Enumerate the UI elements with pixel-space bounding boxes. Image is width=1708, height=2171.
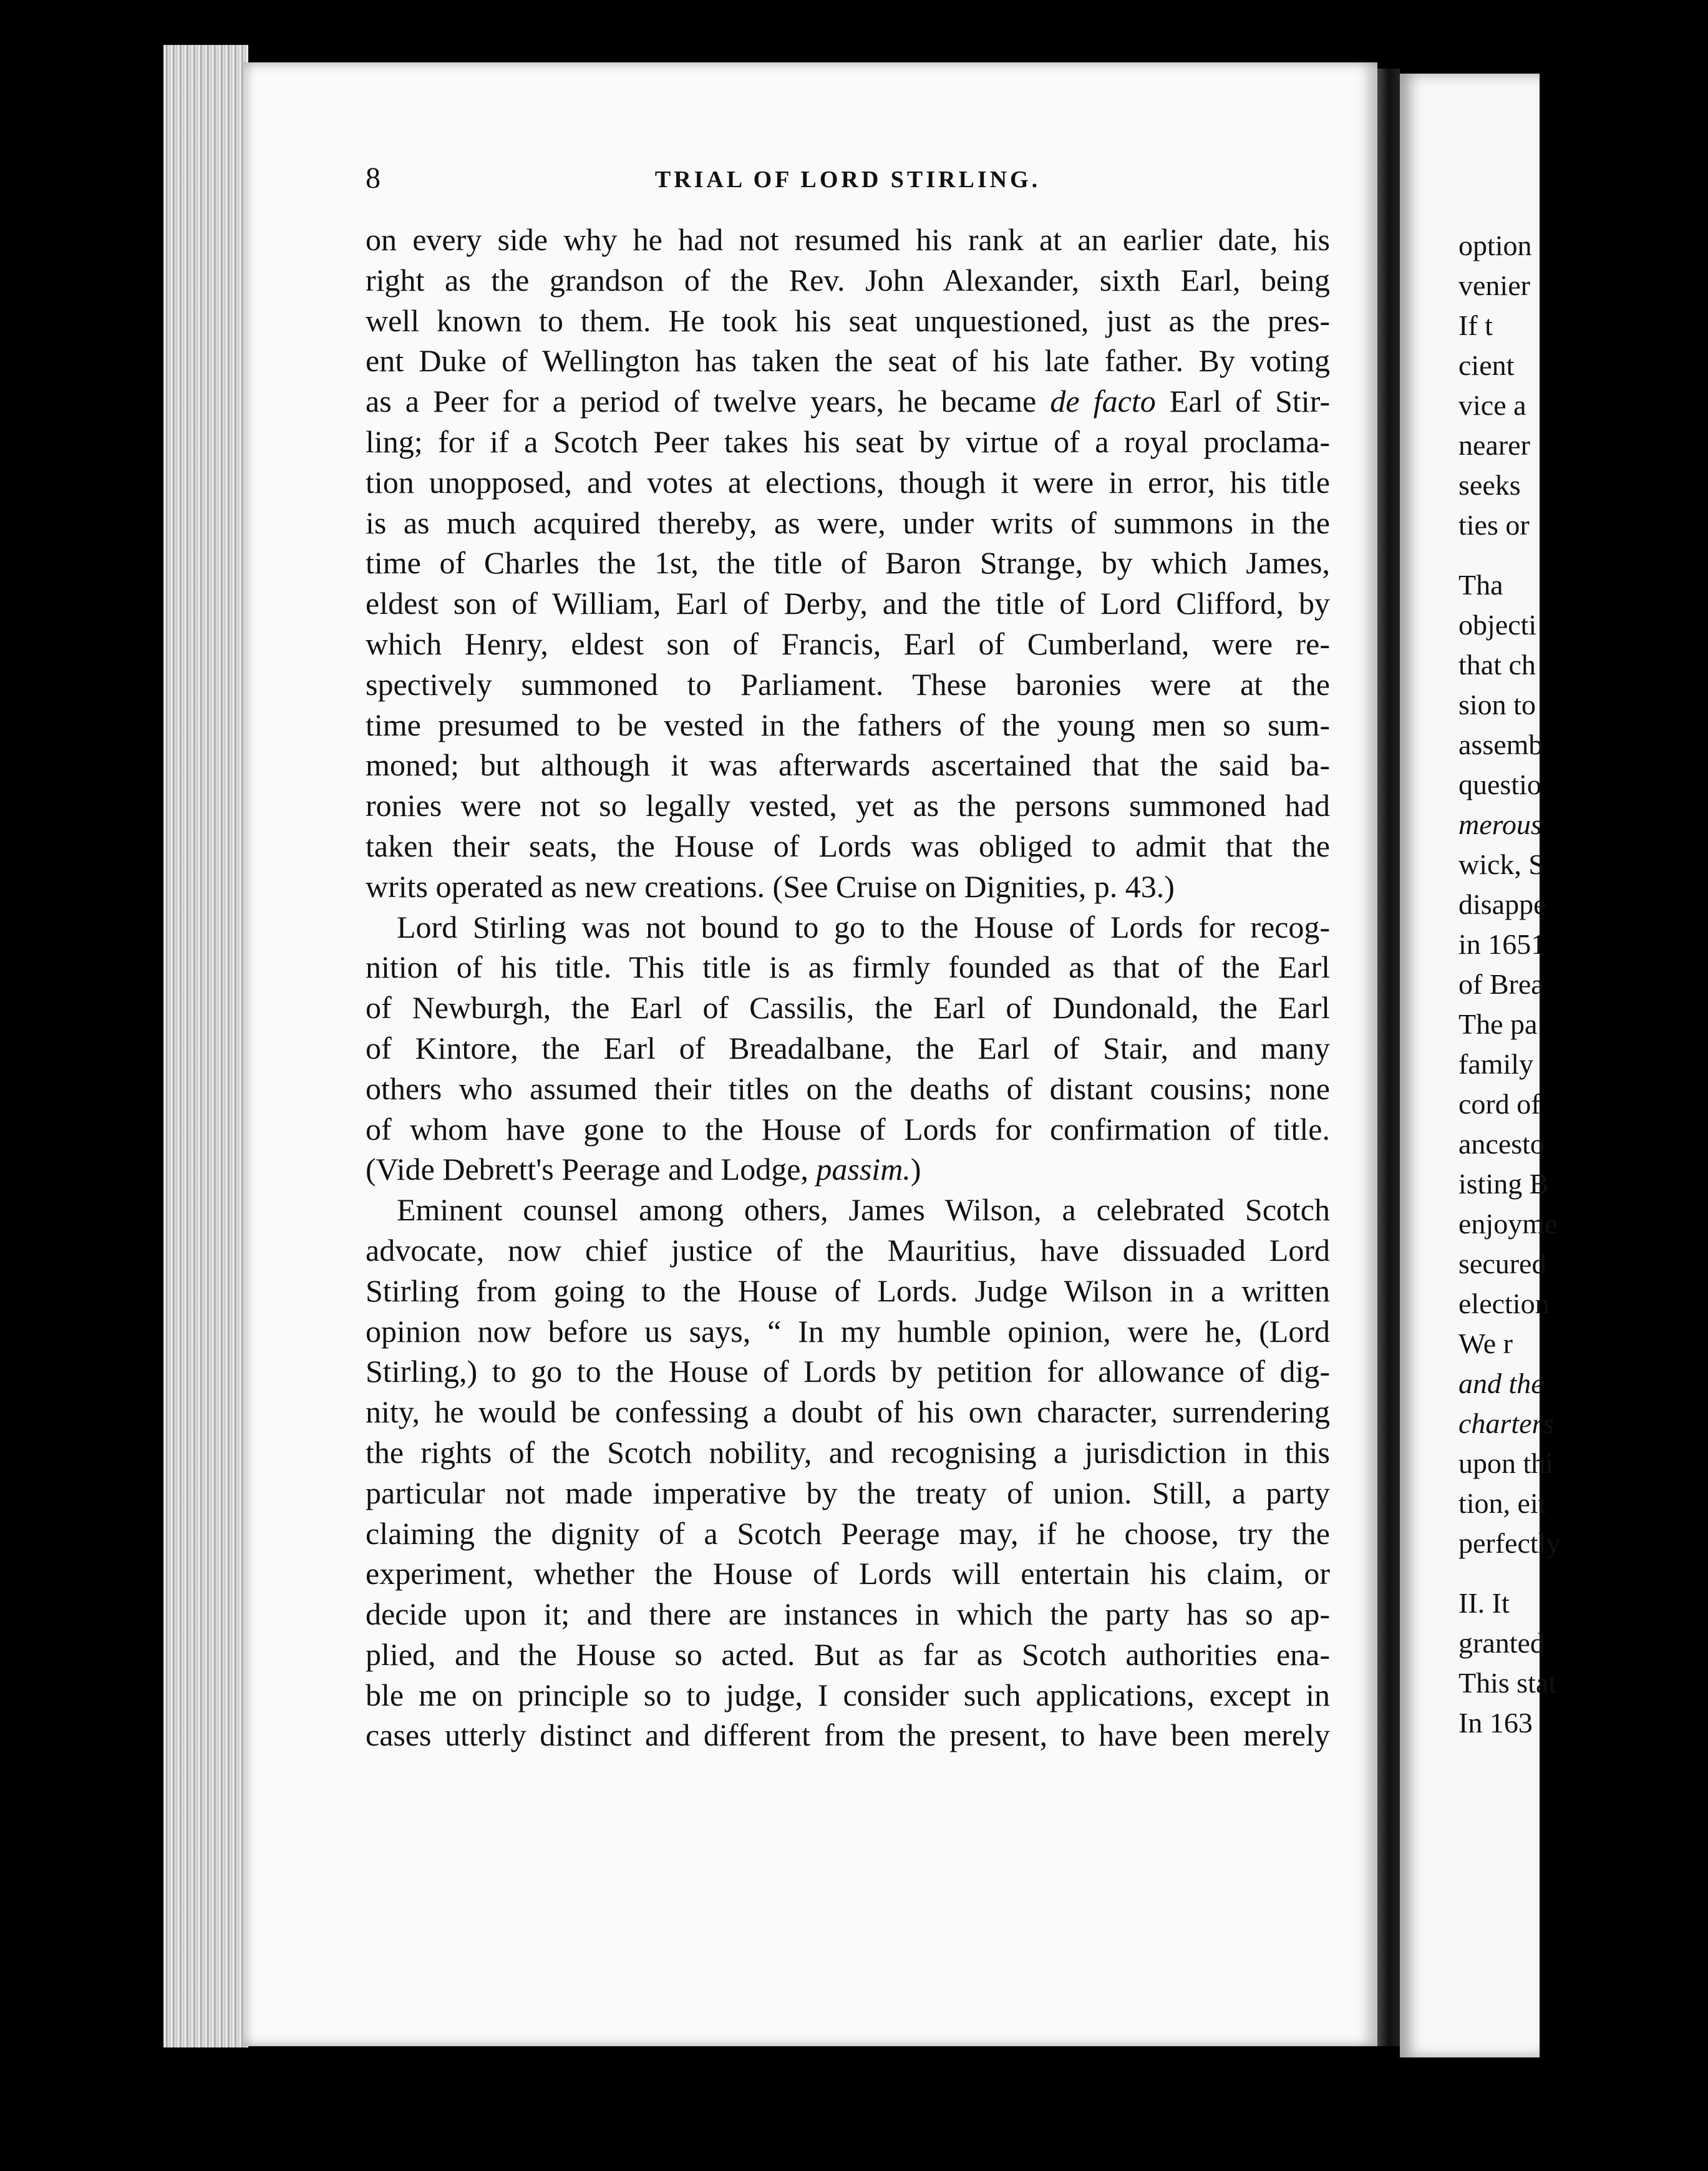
- fragment-line: This stat: [1458, 1667, 1557, 1699]
- text-line: (Vide Debrett's Peerage and Lodge, passim.): [366, 1152, 921, 1187]
- text-line: Stirling,) to go to the House of Lords by petition for allowance of dig-: [366, 1354, 1330, 1389]
- fragment-line: cient: [1458, 349, 1515, 381]
- fragment-line: family: [1458, 1048, 1534, 1080]
- fragment-line: questio: [1458, 769, 1541, 800]
- fragment-line: upon thi: [1458, 1447, 1554, 1479]
- text-line: Lord Stirling was not bound to go to the House of Lords for recog-: [397, 909, 1330, 945]
- text-line: right as the grandson of the Rev. John Alexander, sixth Earl, being: [366, 262, 1330, 298]
- fragment-line: election: [1458, 1288, 1550, 1319]
- text-line: Eminent counsel among others, James Wilson, a celebrated Scotch: [397, 1192, 1330, 1228]
- fragment-line: merous: [1458, 809, 1542, 840]
- fragment-line: and the: [1458, 1367, 1544, 1399]
- text-line: ble me on principle so to judge, I consider such applications, except in: [366, 1677, 1330, 1712]
- text-line: opinion now before us says, “ In my humble opinion, were he, (Lord: [366, 1313, 1330, 1349]
- text-line: plied, and the House so acted. But as far as Scotch authorities ena-: [366, 1636, 1330, 1672]
- fragment-line: secured: [1458, 1248, 1546, 1280]
- right-page-text: [1458, 226, 1708, 1743]
- text-line: eldest son of William, Earl of Derby, and the title of Lord Clifford, by: [366, 586, 1330, 621]
- book-page-edges: [163, 45, 248, 2047]
- text-line: ling; for if a Scotch Peer takes his seat by virtue of a royal proclama-: [366, 424, 1330, 459]
- fragment-line: In 163: [1458, 1707, 1533, 1739]
- fragment-line: vice a: [1458, 389, 1526, 421]
- text-line: ronies were not so legally vested, yet as the persons summoned had: [366, 788, 1330, 823]
- text-line: nition of his title. This title is as firmly founded as that of the Earl: [366, 950, 1330, 985]
- text-line: experiment, whether the House of Lords will entertain his claim, or: [366, 1556, 1330, 1591]
- fragment-line: disappe: [1458, 888, 1546, 920]
- page-header: [366, 161, 1330, 198]
- text-line: Stirling from going to the House of Lords. Judge Wilson in a written: [366, 1273, 1330, 1308]
- running-head: TRIAL OF LORD STIRLING.: [654, 167, 1041, 193]
- fragment-line: perfectly: [1458, 1527, 1561, 1559]
- text-line: writs operated as new creations. (See Cruise on Dignities, p. 43.): [366, 868, 1175, 904]
- text-line: nity, he would be confessing a doubt of his own character, surrendering: [366, 1394, 1330, 1430]
- fragment-line: charters: [1458, 1407, 1555, 1439]
- text-line: on every side why he had not resumed his rank at an earlier date, his: [366, 222, 1330, 257]
- fragment-line: II. It: [1458, 1587, 1510, 1619]
- fragment-line: isting B: [1458, 1168, 1549, 1200]
- text-line: taken their seats, the House of Lords was obliged to admit that the: [366, 828, 1330, 863]
- text-line: others who assumed their titles on the deaths of distant cousins; none: [366, 1071, 1330, 1106]
- fragment-line: The pa: [1458, 1008, 1538, 1040]
- text-line: of Kintore, the Earl of Breadalbane, the Earl of Stair, and many: [366, 1030, 1330, 1066]
- fragment-line: Tha: [1458, 569, 1503, 601]
- text-line: ent Duke of Wellington has taken the seat of his late father. By voting: [366, 343, 1330, 379]
- text-line: time presumed to be vested in the fathers of the young men so sum-: [366, 707, 1330, 742]
- fragment-line: assemb: [1458, 729, 1543, 760]
- fragment-line: We r: [1458, 1328, 1513, 1359]
- text-line: particular not made imperative by the treaty of union. Still, a party: [366, 1475, 1330, 1510]
- text-line: decide upon it; and there are instances in which the party has so ap-: [366, 1596, 1330, 1632]
- fragment-line: sion to: [1458, 689, 1536, 721]
- fragment-line: cord of: [1458, 1088, 1541, 1120]
- fragment-line: of Brea: [1458, 968, 1544, 1000]
- fragment-line: objecti: [1458, 609, 1537, 641]
- text-line: claiming the dignity of a Scotch Peerage may, if he choose, try the: [366, 1515, 1330, 1551]
- text-line: spectively summoned to Parliament. These baronies were at the: [366, 666, 1330, 702]
- text-line: moned; but although it was afterwards ascertained that the said ba-: [366, 747, 1330, 783]
- fragment-line: in 1651: [1458, 928, 1546, 960]
- fragment-line: option: [1458, 230, 1532, 261]
- page-number: 8: [366, 162, 381, 195]
- fragment-line: ancesto: [1458, 1128, 1545, 1160]
- text-line: of whom have gone to the House of Lords for confirmation of title.: [366, 1111, 1330, 1147]
- fragment-line: If t: [1458, 309, 1493, 341]
- fragment-line: ties or: [1458, 509, 1530, 541]
- text-line: advocate, now chief justice of the Mauritius, have dissuaded Lord: [366, 1232, 1330, 1268]
- text-line: which Henry, eldest son of Francis, Earl of Cumberland, were re-: [366, 626, 1330, 661]
- text-line: as a Peer for a period of twelve years, he became de facto Earl of Stir-: [366, 384, 1330, 419]
- fragment-line: seeks: [1458, 469, 1521, 501]
- text-line: the rights of the Scotch nobility, and recognising a jurisdiction in this: [366, 1434, 1330, 1470]
- book-gutter: [1377, 69, 1400, 2046]
- fragment-line: wick, S: [1458, 848, 1545, 880]
- text-line: cases utterly distinct and different from the present, to have been merely: [366, 1717, 1330, 1753]
- text-line: of Newburgh, the Earl of Cassilis, the Earl of Dundonald, the Earl: [366, 990, 1330, 1026]
- fragment-line: tion, eit: [1458, 1487, 1546, 1519]
- fragment-line: venier: [1458, 270, 1530, 301]
- text-line: well known to them. He took his seat unquestioned, just as the pres-: [366, 303, 1330, 338]
- fragment-line: enjoyme: [1458, 1208, 1558, 1240]
- text-line: tion unopposed, and votes at elections, though it were in error, his title: [366, 464, 1330, 500]
- body-text: [366, 220, 1330, 1756]
- text-line: is as much acquired thereby, as were, under writs of summons in the: [366, 505, 1330, 540]
- fragment-line: granted: [1458, 1627, 1545, 1659]
- text-line: time of Charles the 1st, the title of Baron Strange, by which James,: [366, 545, 1330, 581]
- fragment-line: nearer: [1458, 429, 1530, 461]
- right-page-fragment: [1400, 74, 1561, 2057]
- fragment-line: that ch: [1458, 649, 1536, 681]
